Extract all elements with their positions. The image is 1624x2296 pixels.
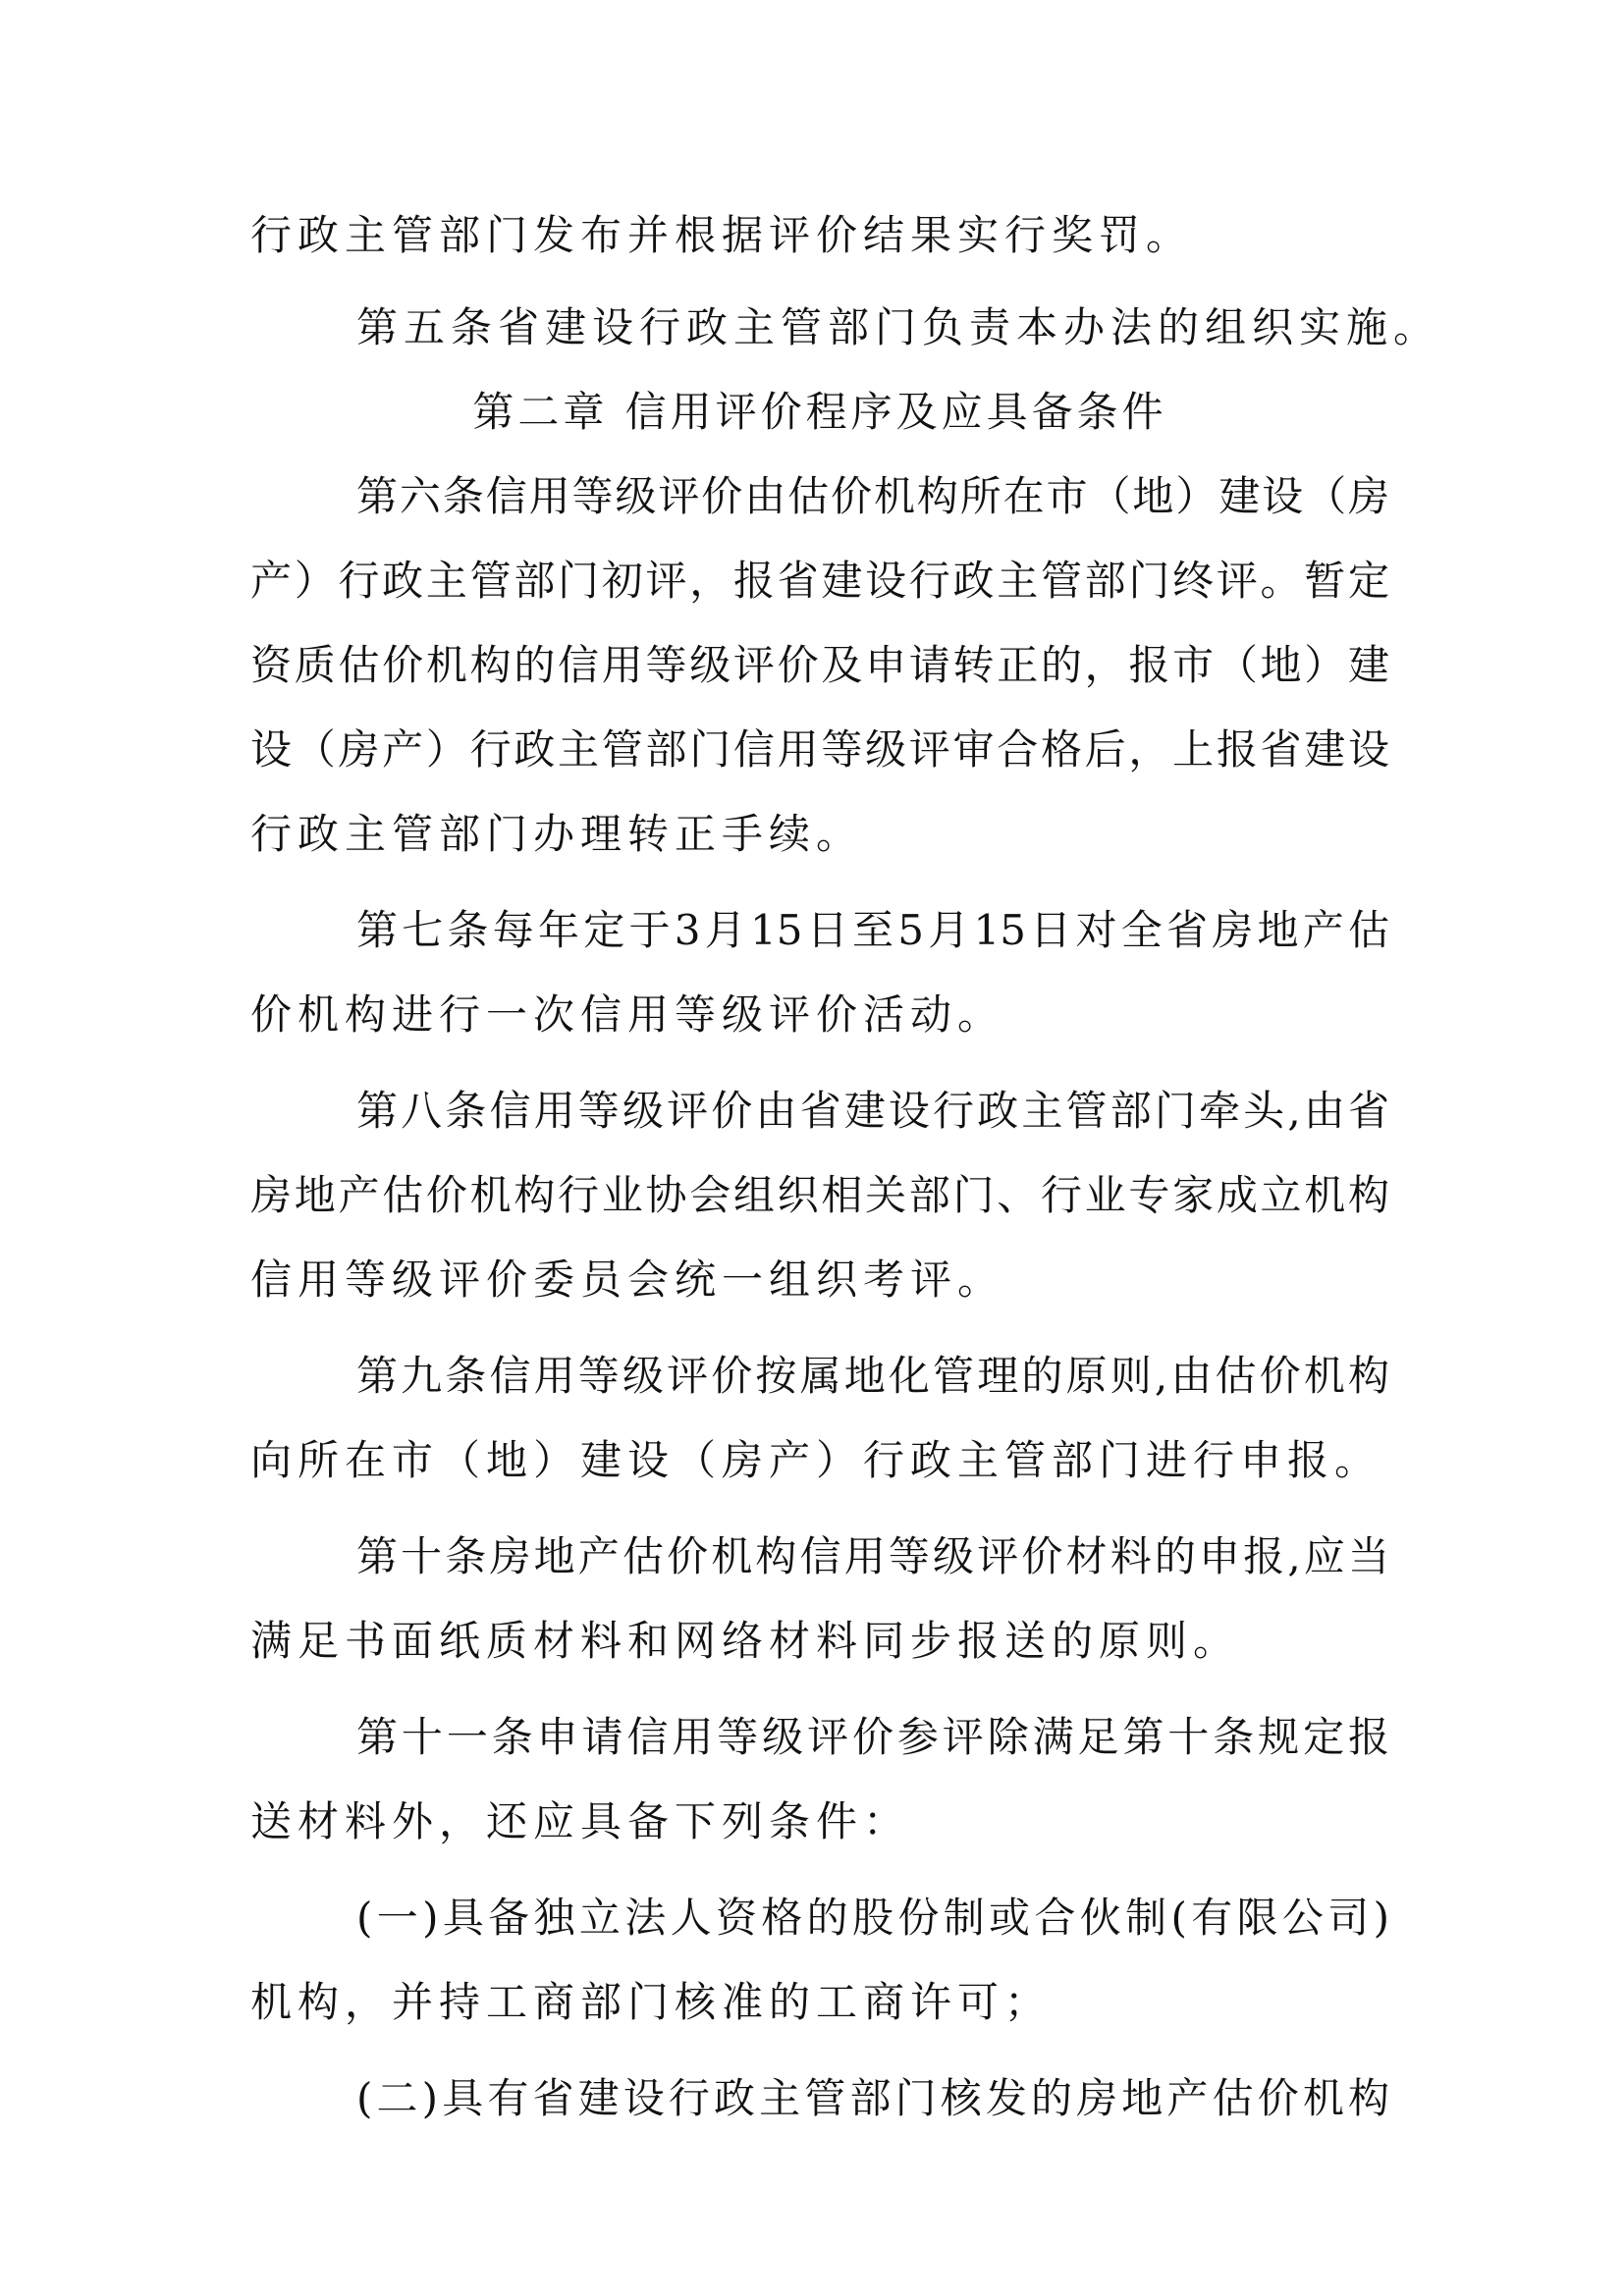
article-10-line-1: 第十条房地产估价机构信用等级评价材料的申报,应当	[356, 1532, 1389, 1580]
article-11-line-2: 送材料外，还应具备下列条件：	[250, 1797, 911, 1845]
condition-1-line-1: (一)具备独立法人资格的股份制或合伙制(有限公司)	[356, 1894, 1389, 1942]
article-6-line-3: 资质估价机构的信用等级评价及申请转正的，报市（地）建	[250, 641, 1389, 689]
article-6-line-5: 行政主管部门办理转正手续。	[250, 810, 864, 858]
article-8-line-1: 第八条信用等级评价由省建设行政主管部门牵头,由省	[356, 1087, 1389, 1135]
condition-1-line-2: 机构，并持工商部门核准的工商许可；	[250, 1978, 1053, 2026]
article-9-line-2: 向所在市（地）建设（房产）行政主管部门进行申报。	[250, 1436, 1382, 1484]
article-8-line-3: 信用等级评价委员会统一组织考评。	[250, 1255, 1005, 1304]
article-8-line-2: 房地产估价机构行业协会组织相关部门、行业专家成立机构	[250, 1171, 1389, 1219]
article-11-line-1: 第十一条申请信用等级评价参评除满足第十条规定报	[356, 1713, 1389, 1761]
article-6-line-1: 第六条信用等级评价由估价机构所在市（地）建设（房	[356, 472, 1389, 520]
article-10-line-2: 满足书面纸质材料和网络材料同步报送的原则。	[250, 1617, 1241, 1665]
chapter-2-heading: 第二章 信用评价程序及应具备条件	[472, 388, 1167, 436]
article-7-line-1: 第七条每年定于3月15日至5月15日对全省房地产估	[356, 906, 1389, 954]
text-line-1: 行政主管部门发布并根据评价结果实行奖罚。	[250, 211, 1194, 259]
article-6-line-4: 设（房产）行政主管部门信用等级评审合格后，上报省建设	[250, 725, 1389, 774]
article-9-line-1: 第九条信用等级评价按属地化管理的原则,由估价机构	[356, 1352, 1389, 1400]
article-5: 第五条省建设行政主管部门负责本办法的组织实施。	[356, 303, 1441, 351]
condition-2-line-1: (二)具有省建设行政主管部门核发的房地产估价机构	[356, 2074, 1389, 2122]
article-6-line-2: 产）行政主管部门初评，报省建设行政主管部门终评。暂定	[250, 557, 1389, 605]
article-7-line-2: 价机构进行一次信用等级评价活动。	[250, 990, 1005, 1039]
